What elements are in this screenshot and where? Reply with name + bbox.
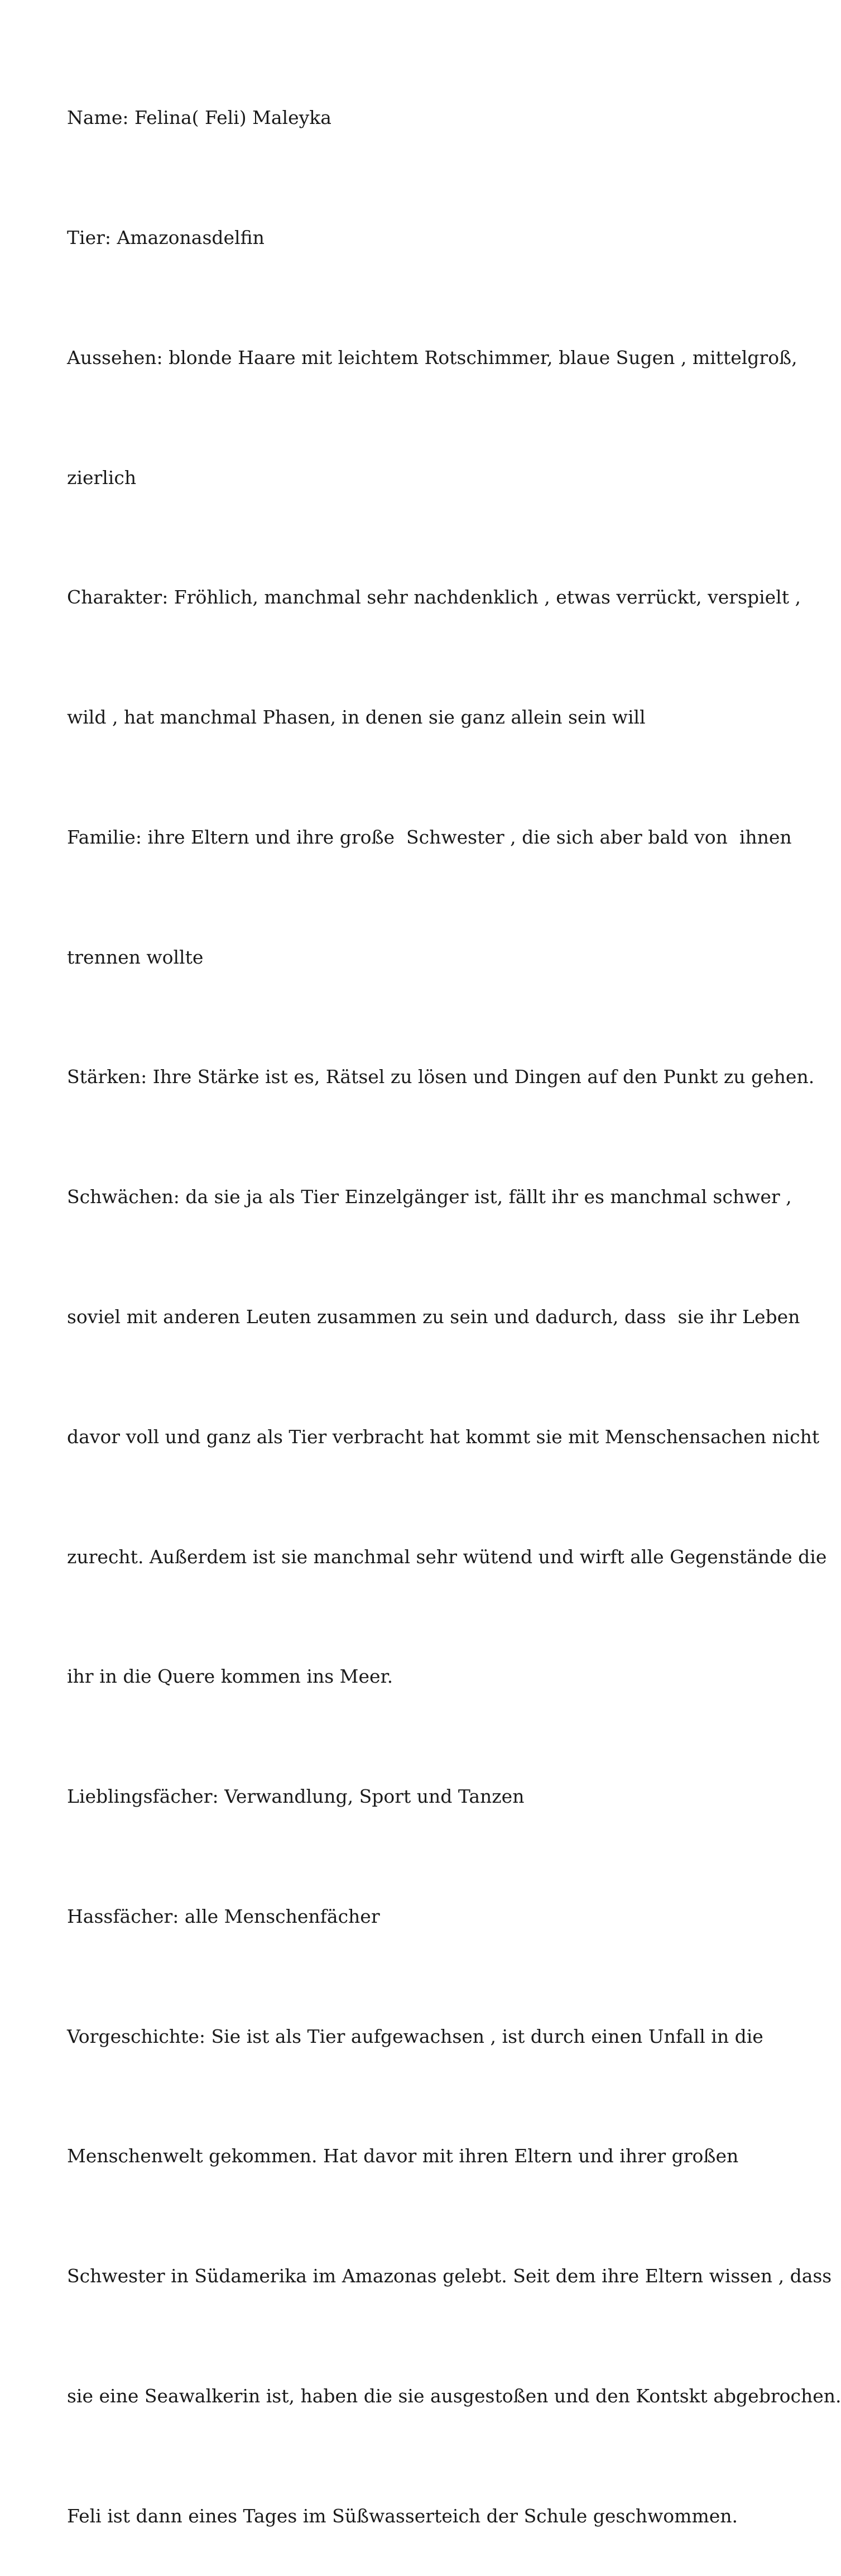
backstory-line-2: Menschenwelt gekommen. Hat davor mit ihren Eltern und ihrer großen <box>67 2145 739 2167</box>
family-line-1: Familie: ihre Eltern und ihre große Schwester , die sich aber bald von ihnen <box>67 826 792 848</box>
favorite-subjects-line: Lieblingsfächer: Verwandlung, Sport und Tanzen <box>67 1785 525 1808</box>
backstory-line-3: Schwester in Südamerika im Amazonas gelebt. Seit dem ihre Eltern wissen , dass <box>67 2265 832 2287</box>
animal-line: Tier: Amazonasdelfin <box>67 226 265 248</box>
family-line-2: trennen wollte <box>67 946 204 968</box>
character-line-2: wild , hat manchmal Phasen, in denen sie ganz allein sein will <box>67 706 646 729</box>
backstory-line-4: sie eine Seawalkerin ist, haben die sie ausgestoßen und den Kontskt abgebrochen. <box>67 2385 841 2407</box>
hated-subjects-line: Hassfächer: alle Menschenfächer <box>67 1905 380 1927</box>
weaknesses-line-2: soviel mit anderen Leuten zusammen zu sein und dadurch, dass sie ihr Leben <box>67 1306 800 1328</box>
character-line-1: Charakter: Fröhlich, manchmal sehr nachdenklich , etwas verrückt, verspielt , <box>67 586 801 609</box>
weaknesses-line-3: davor voll und ganz als Tier verbracht hat kommt sie mit Menschensachen nicht <box>67 1425 820 1448</box>
character-profile-document <box>67 18 841 2576</box>
appearance-line-1: Aussehen: blonde Haare mit leichtem Rotschimmer, blaue Sugen , mittelgroß, <box>67 346 797 368</box>
backstory-line-1: Vorgeschichte: Sie ist als Tier aufgewachsen , ist durch einen Unfall in die <box>67 2025 763 2047</box>
weaknesses-line-5: ihr in die Quere kommen ins Meer. <box>67 1665 393 1688</box>
appearance-line-2: zierlich <box>67 466 137 489</box>
weaknesses-line-4: zurecht. Außerdem ist sie manchmal sehr wütend und wirft alle Gegenstände die <box>67 1545 827 1568</box>
strengths-line: Stärken: Ihre Stärke ist es, Rätsel zu lösen und Dingen auf den Punkt zu gehen. <box>67 1066 815 1088</box>
name-line: Name: Felina( Feli) Maleyka <box>67 107 331 129</box>
weaknesses-line-1: Schwächen: da sie ja als Tier Einzelgänger ist, fällt ihr es manchmal schwer , <box>67 1186 792 1208</box>
backstory-line-5: Feli ist dann eines Tages im Süßwasserteich der Schule geschwommen. <box>67 2505 738 2527</box>
